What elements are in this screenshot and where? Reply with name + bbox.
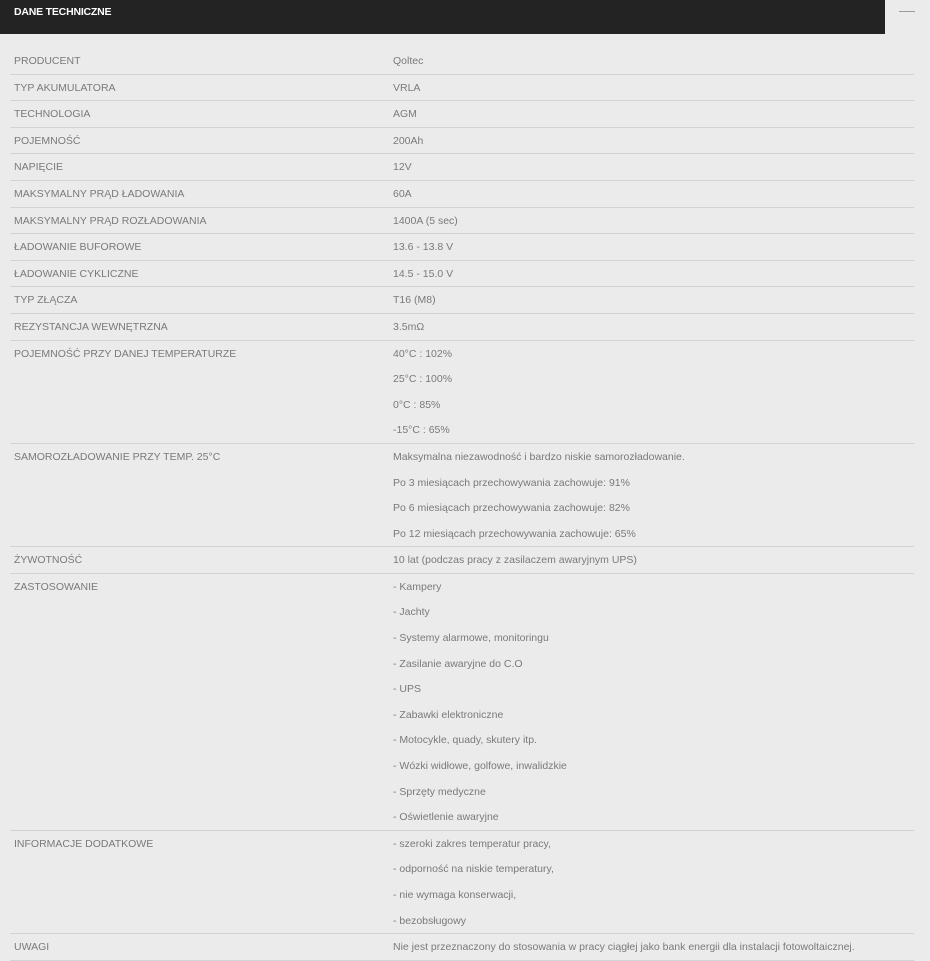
spec-label: SAMOROZŁADOWANIE PRZY TEMP. 25°C <box>10 443 389 546</box>
spec-value: - odporność na niskie temperatury, <box>393 863 554 876</box>
spec-value-cell <box>389 154 914 181</box>
spec-value-cell <box>389 340 914 443</box>
spec-value: 3.5mΩ <box>393 320 425 333</box>
spec-label: POJEMNOŚĆ <box>10 127 389 154</box>
spec-row <box>10 573 914 830</box>
spec-row <box>10 547 914 574</box>
spec-value: 60A <box>393 187 412 200</box>
spec-value-cell <box>389 127 914 154</box>
spec-label: PRODUCENT <box>10 48 389 74</box>
spec-value: 200Ah <box>393 134 424 147</box>
spec-value-cell <box>389 180 914 207</box>
spec-value: Po 3 miesiącach przechowywania zachowuje: 91% <box>393 476 630 489</box>
spec-row <box>10 830 914 933</box>
spec-value: Po 6 miesiącach przechowywania zachowuje: 82% <box>393 502 630 515</box>
spec-value-cell <box>389 207 914 234</box>
spec-label: TECHNOLOGIA <box>10 101 389 128</box>
spec-value: -15°C : 65% <box>393 424 450 437</box>
spec-value-cell <box>389 287 914 314</box>
collapse-icon[interactable] <box>899 11 915 12</box>
spec-value: 25°C : 100% <box>393 373 453 386</box>
specs-table-body <box>10 48 914 960</box>
spec-value-cell <box>389 260 914 287</box>
spec-value-cell <box>389 547 914 574</box>
spec-value: T16 (M8) <box>393 294 436 307</box>
spec-row <box>10 260 914 287</box>
spec-row <box>10 207 914 234</box>
spec-label: REZYSTANCJA WEWNĘTRZNA <box>10 313 389 340</box>
spec-label: POJEMNOŚĆ PRZY DANEJ TEMPERATURZE <box>10 340 389 443</box>
spec-value: 40°C : 102% <box>393 347 453 360</box>
spec-value: 14.5 - 15.0 V <box>393 267 454 280</box>
spec-value: - Wózki widłowe, golfowe, inwalidzkie <box>393 760 567 773</box>
spec-value-cell <box>389 313 914 340</box>
spec-row <box>10 934 914 961</box>
spec-label: INFORMACJE DODATKOWE <box>10 830 389 933</box>
spec-value: 0°C : 85% <box>393 398 441 411</box>
spec-value-cell <box>389 573 914 830</box>
spec-row <box>10 313 914 340</box>
spec-row <box>10 287 914 314</box>
spec-value: - szeroki zakres temperatur pracy, <box>393 837 551 850</box>
spec-value-cell <box>389 443 914 546</box>
spec-value: Qoltec <box>393 55 424 67</box>
tab-title: DANE TECHNICZNE <box>14 6 112 18</box>
spec-row <box>10 234 914 261</box>
spec-row <box>10 154 914 181</box>
spec-label: MAKSYMALNY PRĄD ŁADOWANIA <box>10 180 389 207</box>
spec-value-cell <box>389 101 914 128</box>
spec-label: ZASTOSOWANIE <box>10 573 389 830</box>
spec-value: AGM <box>393 108 417 121</box>
spec-value: - Oświetlenie awaryjne <box>393 811 499 824</box>
spec-label: ŁADOWANIE CYKLICZNE <box>10 260 389 287</box>
spec-value: 12V <box>393 161 412 174</box>
spec-value: 1400A (5 sec) <box>393 214 458 227</box>
spec-value-cell <box>389 74 914 101</box>
spec-value: 10 lat (podczas pracy z zasilaczem awaryjnym UPS) <box>393 554 637 567</box>
spec-value: - nie wymaga konserwacji, <box>393 889 517 901</box>
spec-value-cell <box>389 934 914 961</box>
spec-value: Po 12 miesiącach przechowywania zachowuje: 65% <box>393 527 636 540</box>
spec-row <box>10 443 914 546</box>
spec-label: NAPIĘCIE <box>10 154 389 181</box>
tab-dane-techniczne[interactable] <box>0 0 885 34</box>
spec-value: Maksymalna niezawodność i bardzo niskie samorozładowanie. <box>393 450 685 463</box>
spec-row <box>10 48 914 74</box>
specs-table <box>10 48 914 961</box>
spec-value: 13.6 - 13.8 V <box>393 241 454 254</box>
spec-value: - Sprzęty medyczne <box>393 785 486 798</box>
spec-label: ŁADOWANIE BUFOROWE <box>10 234 389 261</box>
spec-value: - Kampery <box>393 580 442 593</box>
spec-value: - bezobsługowy <box>393 914 466 927</box>
spec-label: ŻYWOTNOŚĆ <box>10 547 389 574</box>
spec-row <box>10 101 914 128</box>
spec-label: UWAGI <box>10 934 389 961</box>
tab-bar <box>0 0 930 34</box>
spec-value-cell <box>389 830 914 933</box>
spec-row <box>10 74 914 101</box>
spec-value: - Zasilanie awaryjne do C.O <box>393 657 523 670</box>
spec-label: TYP ZŁĄCZA <box>10 287 389 314</box>
spec-row <box>10 340 914 443</box>
spec-value: - Zabawki elektroniczne <box>393 708 504 721</box>
spec-value: - Motocykle, quady, skutery itp. <box>393 734 537 747</box>
spec-value-cell <box>389 234 914 261</box>
spec-value: - UPS <box>393 683 422 696</box>
spec-value-cell <box>389 48 914 74</box>
spec-label: MAKSYMALNY PRĄD ROZŁADOWANIA <box>10 207 389 234</box>
spec-row <box>10 127 914 154</box>
spec-value: - Systemy alarmowe, monitoringu <box>393 632 549 645</box>
spec-label: TYP AKUMULATORA <box>10 74 389 101</box>
spec-row <box>10 180 914 207</box>
spec-value: - Jachty <box>393 606 430 619</box>
spec-value: Nie jest przeznaczony do stosowania w pracy ciągłej jako bank energii dla instalacji fotowoltaicznej. <box>393 941 855 954</box>
spec-value: VRLA <box>393 81 421 94</box>
